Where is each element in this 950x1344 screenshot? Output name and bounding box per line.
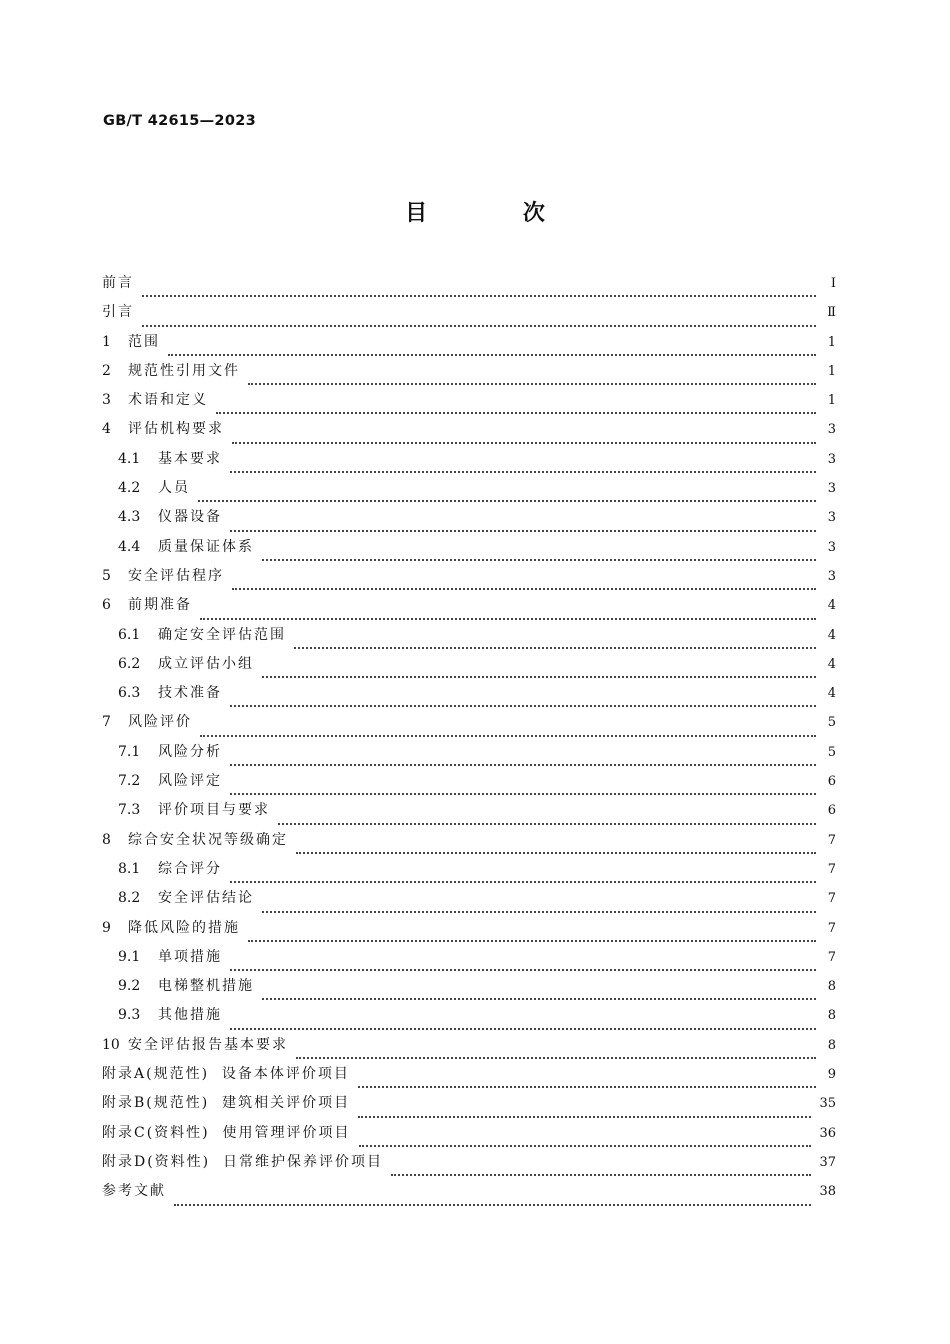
dot-leader <box>142 294 816 297</box>
toc-entry-page: 3 <box>827 539 836 555</box>
toc-entry[interactable] <box>102 946 836 975</box>
toc-entry[interactable] <box>102 887 836 916</box>
toc-entry[interactable] <box>102 741 836 770</box>
dot-leader <box>230 880 816 883</box>
toc-entry-number: 9.2 <box>118 978 141 995</box>
dot-leader <box>198 499 816 502</box>
toc-entry-label: 附录B(规范性) 建筑相关评价项目 <box>102 1095 351 1112</box>
toc-entry[interactable] <box>102 1122 836 1151</box>
toc-entry[interactable] <box>102 624 836 653</box>
toc-entry-label: 技术准备 <box>158 685 222 702</box>
toc-entry[interactable] <box>102 418 836 447</box>
dot-leader <box>296 851 816 854</box>
toc-entry-page: 4 <box>827 686 836 702</box>
toc-entry-label: 附录C(资料性) 使用管理评价项目 <box>102 1124 351 1141</box>
toc-entry-page: 7 <box>827 891 836 907</box>
toc-entry-page: 3 <box>827 451 836 467</box>
toc-entry-label: 范围 <box>128 333 160 350</box>
dot-leader <box>248 382 816 385</box>
toc-entry-label: 附录A(规范性) 设备本体评价项目 <box>102 1066 350 1083</box>
toc-entry[interactable] <box>102 799 836 828</box>
toc-entry-page: Ⅱ <box>827 305 836 321</box>
dot-leader <box>296 1056 816 1059</box>
toc-entry[interactable] <box>102 1063 836 1092</box>
toc-entry[interactable] <box>102 506 836 535</box>
toc-entry-label: 电梯整机措施 <box>158 978 254 995</box>
dot-leader <box>174 1203 811 1206</box>
toc-entry-label: 综合安全状况等级确定 <box>128 831 288 848</box>
toc-entry-number: 2 <box>102 362 111 379</box>
dot-leader <box>230 470 816 473</box>
dot-leader <box>358 1115 811 1118</box>
dot-leader <box>262 910 816 913</box>
toc-entry[interactable] <box>102 653 836 682</box>
standard-number: GB/T 42615—2023 <box>103 113 256 129</box>
toc-entry-label: 确定安全评估范围 <box>158 626 286 643</box>
toc-entry-page: 7 <box>827 832 836 848</box>
toc-entry-page: 9 <box>827 1067 836 1083</box>
toc-entry-page: 8 <box>827 1008 836 1024</box>
toc-entry-number: 6.3 <box>118 685 141 702</box>
dot-leader <box>359 1144 812 1147</box>
toc-entry-label: 评价项目与要求 <box>158 802 270 819</box>
dot-leader <box>142 324 816 327</box>
toc-entry[interactable] <box>102 331 836 360</box>
dot-leader <box>248 939 816 942</box>
toc-entry[interactable] <box>102 711 836 740</box>
toc-entry-number: 7.2 <box>118 773 141 790</box>
toc-entry-number: 9.3 <box>118 1007 141 1024</box>
dot-leader <box>232 441 816 444</box>
toc-entry-number: 8 <box>102 831 111 848</box>
dot-leader <box>230 763 816 766</box>
toc-entry-page: 38 <box>819 1184 836 1200</box>
toc-entry[interactable] <box>102 272 836 301</box>
dot-leader <box>230 792 816 795</box>
toc-entry[interactable] <box>102 360 836 389</box>
dot-leader <box>230 1027 816 1030</box>
toc-entry[interactable] <box>102 1092 836 1121</box>
dot-leader <box>391 1173 811 1176</box>
toc-entry-page: 7 <box>827 949 836 965</box>
dot-leader <box>230 704 816 707</box>
dot-leader <box>168 353 816 356</box>
toc-entry[interactable] <box>102 1004 836 1033</box>
toc-entry[interactable] <box>102 448 836 477</box>
toc-entry-number: 10 <box>102 1036 120 1053</box>
toc-entry-label: 术语和定义 <box>128 392 208 409</box>
dot-leader <box>200 734 816 737</box>
toc-entry-page: 8 <box>827 979 836 995</box>
toc-entry-page: 1 <box>827 334 836 350</box>
toc-entry-number: 3 <box>102 392 111 409</box>
toc-entry-number: 9 <box>102 919 111 936</box>
toc-entry-number: 4 <box>102 421 111 438</box>
toc-entry-label: 评估机构要求 <box>128 421 224 438</box>
dot-leader <box>278 822 816 825</box>
toc-entry[interactable] <box>102 594 836 623</box>
toc-entry[interactable] <box>102 477 836 506</box>
toc-entry-label: 风险评定 <box>158 773 222 790</box>
toc-entry-page: 3 <box>827 422 836 438</box>
toc-entry[interactable] <box>102 917 836 946</box>
toc-entry-page: 1 <box>827 393 836 409</box>
toc-entry-page: 7 <box>827 861 836 877</box>
toc-entry-page: 5 <box>827 744 836 760</box>
toc-entry-label: 附录D(资料性) 日常维护保养评价项目 <box>102 1153 384 1170</box>
toc-entry-page: 6 <box>827 803 836 819</box>
toc-entry[interactable] <box>102 829 836 858</box>
page-title: 目 次 <box>405 201 589 226</box>
dot-leader <box>232 587 816 590</box>
toc-entry-page: 36 <box>819 1125 836 1141</box>
toc-entry-page: 3 <box>827 481 836 497</box>
toc-entry-number: 4.2 <box>118 480 141 497</box>
toc-entry[interactable] <box>102 389 836 418</box>
toc-entry-page: 4 <box>827 656 836 672</box>
toc-entry-page: 3 <box>827 510 836 526</box>
dot-leader <box>358 1085 816 1088</box>
toc-entry-label: 基本要求 <box>158 450 222 467</box>
dot-leader <box>230 968 816 971</box>
toc-entry-number: 5 <box>102 567 111 584</box>
toc-entry[interactable] <box>102 536 836 565</box>
toc-entry-label: 风险评价 <box>128 714 192 731</box>
toc-entry-label: 单项措施 <box>158 948 222 965</box>
toc-entry-page: 4 <box>827 627 836 643</box>
toc-entry-number: 4.1 <box>118 450 141 467</box>
toc-entry-page: 3 <box>827 568 836 584</box>
toc-entry-label: 其他措施 <box>158 1007 222 1024</box>
toc-entry-page: 6 <box>827 774 836 790</box>
toc-entry-label: 综合评分 <box>158 860 222 877</box>
toc-entry-label: 人员 <box>158 480 190 497</box>
toc-entry[interactable] <box>102 1151 836 1180</box>
toc-entry-label: 引言 <box>102 304 134 321</box>
dot-leader <box>262 558 816 561</box>
toc-entry-label: 安全评估报告基本要求 <box>128 1036 288 1053</box>
toc-entry-label: 质量保证体系 <box>158 538 254 555</box>
toc-entry[interactable] <box>102 565 836 594</box>
toc-entry-label: 仪器设备 <box>158 509 222 526</box>
toc-entry-page: 5 <box>827 715 836 731</box>
toc-entry-number: 8.1 <box>118 860 141 877</box>
toc-entry-page: 4 <box>827 598 836 614</box>
toc-entry-number: 6 <box>102 597 111 614</box>
toc-entry-number: 8.2 <box>118 890 141 907</box>
toc-entry[interactable] <box>102 1180 836 1209</box>
toc-entry-page: 8 <box>827 1037 836 1053</box>
table-of-contents <box>102 272 836 1210</box>
toc-entry[interactable] <box>102 975 836 1004</box>
toc-entry-label: 规范性引用文件 <box>128 362 240 379</box>
toc-entry-page: 37 <box>819 1154 836 1170</box>
toc-entry-label: 参考文献 <box>102 1183 166 1200</box>
dot-leader <box>230 529 816 532</box>
toc-entry-label: 前言 <box>102 275 134 291</box>
dot-leader <box>294 646 816 649</box>
toc-entry-label: 前期准备 <box>128 597 192 614</box>
toc-entry-page: 1 <box>827 363 836 379</box>
toc-entry-label: 风险分析 <box>158 743 222 760</box>
toc-entry-number: 6.1 <box>118 626 141 643</box>
toc-entry-number: 4.3 <box>118 509 141 526</box>
toc-entry-number: 1 <box>102 333 111 350</box>
toc-entry-number: 9.1 <box>118 948 141 965</box>
dot-leader <box>262 675 816 678</box>
toc-entry[interactable] <box>102 682 836 711</box>
toc-entry-number: 6.2 <box>118 655 141 672</box>
toc-entry-number: 7 <box>102 714 111 731</box>
toc-entry-number: 7.3 <box>118 802 141 819</box>
toc-entry-number: 4.4 <box>118 538 141 555</box>
toc-entry[interactable] <box>102 770 836 799</box>
toc-entry-page: 7 <box>827 920 836 936</box>
toc-entry-label: 降低风险的措施 <box>128 919 240 936</box>
toc-entry[interactable] <box>102 1034 836 1063</box>
toc-entry-label: 安全评估结论 <box>158 890 254 907</box>
dot-leader <box>216 411 816 414</box>
toc-entry-label: 安全评估程序 <box>128 567 224 584</box>
toc-entry-label: 成立评估小组 <box>158 655 254 672</box>
toc-entry[interactable] <box>102 301 836 330</box>
toc-entry-page: Ⅰ <box>830 276 836 291</box>
toc-entry-number: 7.1 <box>118 743 141 760</box>
dot-leader <box>200 617 816 620</box>
toc-entry-page: 35 <box>819 1096 836 1112</box>
toc-entry[interactable] <box>102 858 836 887</box>
dot-leader <box>262 997 816 1000</box>
